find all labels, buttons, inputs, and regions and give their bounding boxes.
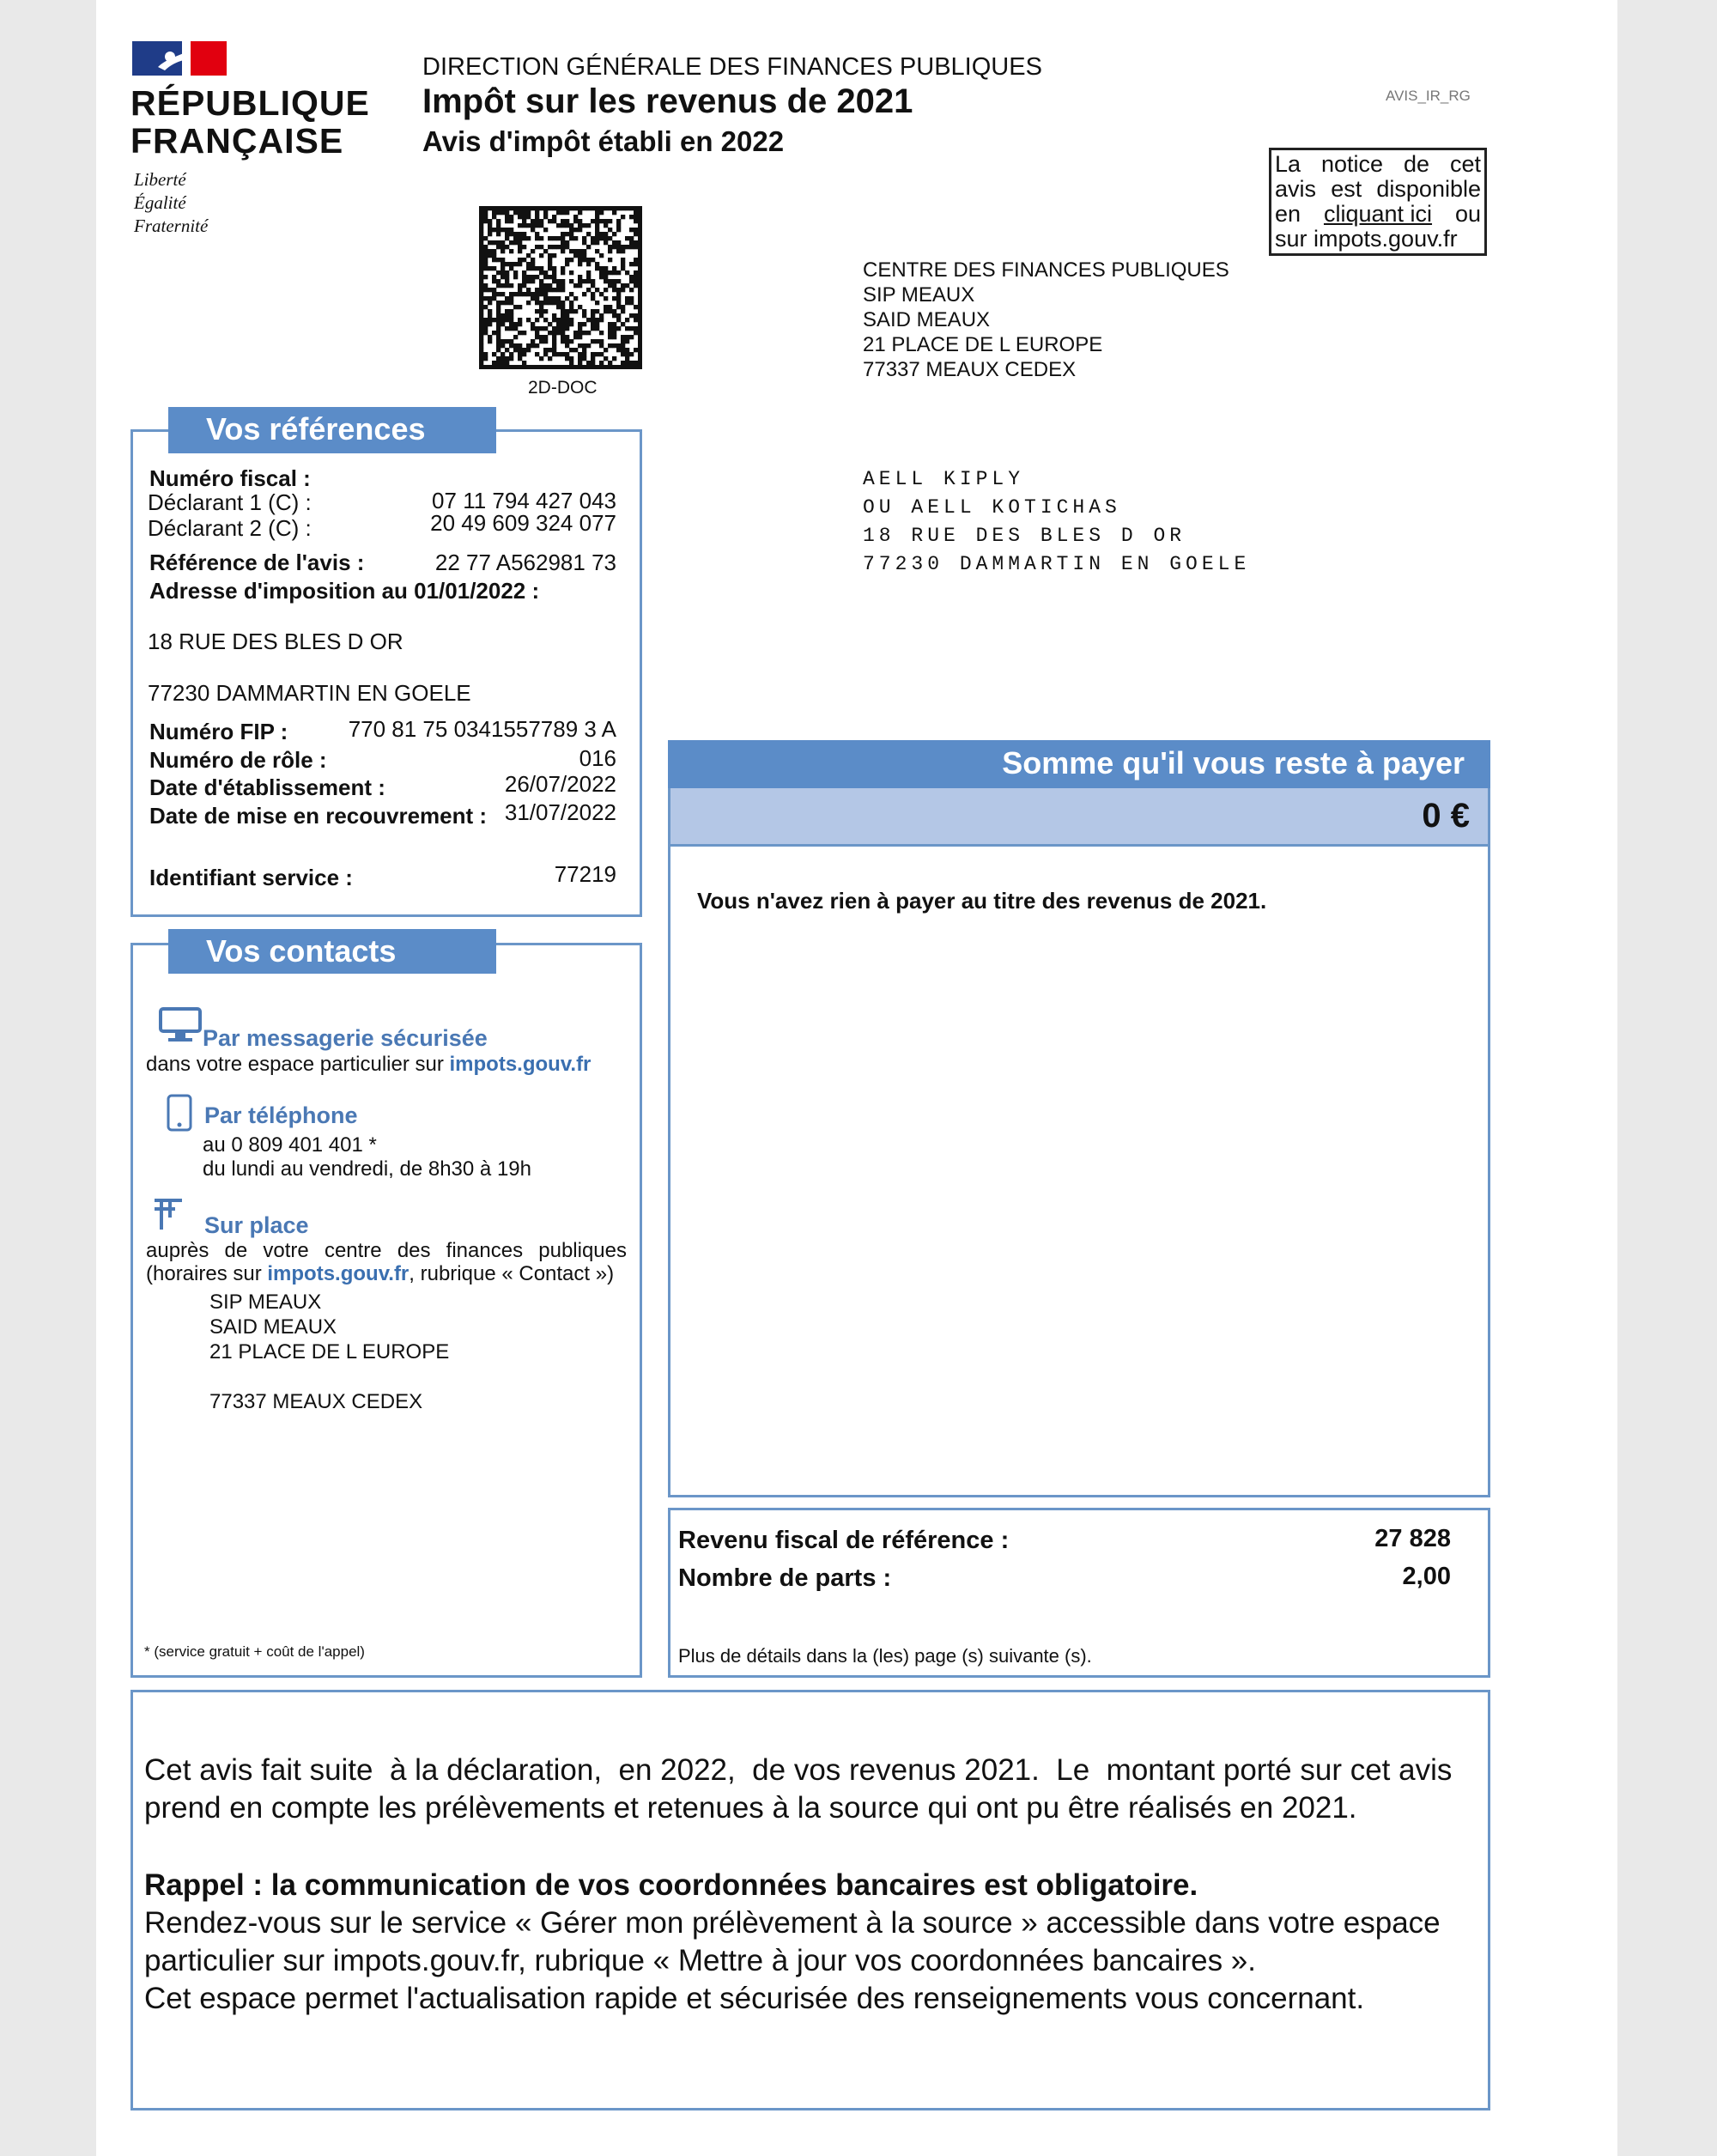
adresse-line1: 18 RUE DES BLES D OR bbox=[148, 629, 403, 654]
date-recouvrement-value: 31/07/2022 bbox=[504, 799, 616, 825]
identifiant-service-value: 77219 bbox=[554, 861, 616, 887]
recipient-line: 18 RUE DES BLES D OR bbox=[863, 525, 1186, 547]
messaging-title: Par messagerie sécurisée bbox=[203, 1025, 488, 1051]
adresse-line2: 77230 DAMMARTIN EN GOELE bbox=[148, 680, 471, 706]
messaging-text-pre: dans votre espace particulier sur bbox=[146, 1053, 444, 1076]
ref-avis-value: 22 77 A562981 73 bbox=[434, 550, 616, 575]
declarant2-value: 20 49 609 324 077 bbox=[430, 510, 616, 536]
fip-value: 770 81 75 0341557789 3 A bbox=[348, 716, 616, 742]
date-recouvrement-label: Date de mise en recouvrement : bbox=[149, 803, 488, 829]
payment-amount-rule bbox=[668, 844, 1490, 847]
info-text bbox=[144, 1752, 1483, 2018]
2d-doc-code bbox=[479, 206, 642, 369]
qr-caption: 2D-DOC bbox=[528, 378, 598, 398]
onsite-address-line: 77337 MEAUX CEDEX bbox=[209, 1390, 423, 1413]
info-rappel: Rappel : la communication de vos coordonnées bancaires est obligatoire. bbox=[144, 1868, 1198, 1902]
details-note: Plus de détails dans la (les) page (s) suivante (s). bbox=[678, 1645, 1092, 1667]
notice-line2: avis est disponible bbox=[1275, 176, 1481, 202]
center-line: 21 PLACE DE L EUROPE bbox=[863, 333, 1103, 356]
notice-line3 bbox=[1275, 202, 1481, 227]
notice-line4: sur impots.gouv.fr bbox=[1275, 226, 1458, 252]
onsite-line2-pre: (horaires sur bbox=[146, 1262, 262, 1285]
recipient-line: OU AELL KOTICHAS bbox=[863, 496, 1121, 519]
onsite-line1: auprès de votre centre des finances publiques bbox=[146, 1239, 627, 1262]
identifiant-service-label: Identifiant service : bbox=[149, 865, 353, 890]
marianne-flag-logo bbox=[132, 41, 227, 76]
recipient-line: AELL KIPLY bbox=[863, 468, 1025, 490]
notice-box bbox=[1269, 148, 1487, 256]
rfr-label: Revenu fiscal de référence : bbox=[678, 1527, 1010, 1554]
notice-line3-post: ou bbox=[1454, 201, 1481, 227]
recipient-line: 77230 DAMMARTIN EN GOELE bbox=[863, 553, 1251, 575]
adresse-imposition-label: Adresse d'imposition au 01/01/2022 : bbox=[149, 578, 540, 604]
phone-number: au 0 809 401 401 * bbox=[203, 1133, 377, 1157]
phone-title: Par téléphone bbox=[204, 1102, 358, 1128]
center-line: 77337 MEAUX CEDEX bbox=[863, 358, 1077, 381]
declarant2-label: Déclarant 2 (C) : bbox=[148, 515, 312, 541]
onsite-address-line: SAID MEAUX bbox=[209, 1315, 337, 1339]
info-para1-line2: prend en compte les prélèvements et retenues à la source qui ont pu être réalisés en 2021. bbox=[144, 1791, 1357, 1825]
counter-icon bbox=[149, 1195, 187, 1237]
parts-label: Nombre de parts : bbox=[678, 1564, 892, 1592]
direction-label: DIRECTION GÉNÉRALE DES FINANCES PUBLIQUES bbox=[422, 53, 1042, 81]
onsite-line2 bbox=[146, 1262, 614, 1286]
messaging-link[interactable]: impots.gouv.fr bbox=[449, 1053, 592, 1076]
tax-notice-page bbox=[96, 0, 1617, 2156]
notice-line1: La notice de cet bbox=[1275, 151, 1481, 177]
page-title: Impôt sur les revenus de 2021 bbox=[422, 82, 913, 120]
info-para2-line1: Rendez-vous sur le service « Gérer mon prélèvement à la source » accessible dans votre espace bbox=[144, 1906, 1441, 1940]
ref-avis-label: Référence de l'avis : bbox=[149, 550, 365, 575]
form-code: AVIS_IR_RG bbox=[1386, 88, 1471, 104]
declarant1-value: 07 11 794 427 043 bbox=[432, 488, 616, 513]
motto-fraternite: Fraternité bbox=[134, 216, 209, 236]
payment-title: Somme qu'il vous reste à payer bbox=[1002, 745, 1465, 780]
contacts-title: Vos contacts bbox=[168, 929, 496, 974]
republic-line1: RÉPUBLIQUE bbox=[130, 83, 370, 123]
date-etablissement-value: 26/07/2022 bbox=[504, 771, 616, 797]
phone-icon bbox=[165, 1094, 194, 1136]
date-etablissement-label: Date d'établissement : bbox=[149, 774, 385, 800]
rfr-value: 27 828 bbox=[1374, 1525, 1451, 1552]
references-title: Vos références bbox=[168, 407, 496, 453]
republic-line2: FRANÇAISE bbox=[130, 121, 344, 161]
payment-box bbox=[668, 740, 1490, 1497]
role-label: Numéro de rôle : bbox=[149, 747, 327, 773]
messaging-text bbox=[146, 1053, 591, 1077]
page-subtitle: Avis d'impôt établi en 2022 bbox=[422, 125, 785, 157]
contacts-footnote: * (service gratuit + coût de l'appel) bbox=[144, 1643, 365, 1660]
info-para2-line2: particulier sur impots.gouv.fr, rubrique « Mettre à jour vos coordonnées bancaires ». bbox=[144, 1944, 1256, 1977]
notice-line3-pre: en bbox=[1275, 201, 1301, 227]
center-line: CENTRE DES FINANCES PUBLIQUES bbox=[863, 258, 1229, 282]
center-line: SIP MEAUX bbox=[863, 283, 975, 307]
payment-message: Vous n'avez rien à payer au titre des revenus de 2021. bbox=[697, 888, 1267, 914]
numero-fiscal-label: Numéro fiscal : bbox=[149, 465, 311, 491]
motto-liberte: Liberté bbox=[134, 169, 186, 190]
onsite-title: Sur place bbox=[204, 1212, 309, 1238]
fip-label: Numéro FIP : bbox=[149, 719, 288, 744]
notice-link[interactable]: cliquant ici bbox=[1323, 201, 1433, 227]
parts-value: 2,00 bbox=[1402, 1563, 1451, 1590]
phone-hours: du lundi au vendredi, de 8h30 à 19h bbox=[203, 1157, 531, 1181]
info-para1-line1: Cet avis fait suite à la déclaration, en 2022, de vos revenus 2021. Le montant porté sur cet avis bbox=[144, 1753, 1453, 1787]
republic-motto bbox=[134, 168, 208, 238]
payment-amount: 0 € bbox=[1422, 797, 1470, 835]
center-line: SAID MEAUX bbox=[863, 308, 991, 331]
onsite-link[interactable]: impots.gouv.fr bbox=[267, 1262, 410, 1285]
info-para2-line3: Cet espace permet l'actualisation rapide et sécurisée des renseignements vous concernant. bbox=[144, 1982, 1365, 2015]
tax-center-address bbox=[863, 258, 1229, 382]
declarant1-label: Déclarant 1 (C) : bbox=[148, 489, 312, 515]
computer-icon bbox=[158, 1006, 203, 1048]
onsite-address-line: SIP MEAUX bbox=[209, 1291, 322, 1314]
onsite-address-line: 21 PLACE DE L EUROPE bbox=[209, 1340, 450, 1363]
onsite-address bbox=[209, 1290, 449, 1414]
motto-egalite: Égalité bbox=[134, 192, 186, 213]
role-value: 016 bbox=[579, 745, 616, 771]
onsite-line2-post: , rubrique « Contact ») bbox=[409, 1262, 615, 1285]
recipient-address bbox=[863, 465, 1250, 579]
republic-name bbox=[130, 84, 370, 160]
